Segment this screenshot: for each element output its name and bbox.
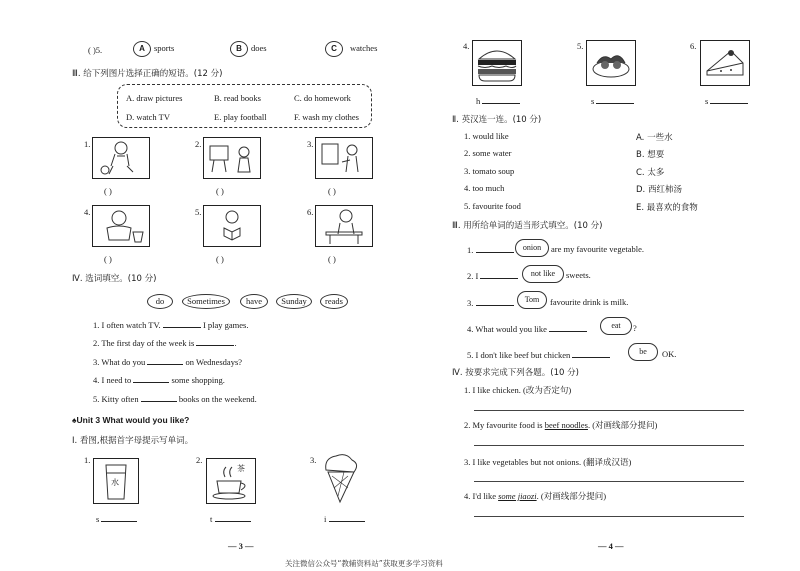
answer-paren[interactable]: ( ) <box>328 186 336 196</box>
answer-paren[interactable]: ( ) <box>216 254 224 264</box>
q5-option-c[interactable] <box>325 41 377 57</box>
wordform-sentence-end: OK. <box>662 349 677 359</box>
answer-blank[interactable] <box>476 244 514 253</box>
answer-blank[interactable] <box>133 374 169 383</box>
pic-number: 1. <box>84 139 91 149</box>
section3-title: Ⅲ. 给下列图片选择正确的短语。(12 分) <box>72 69 223 79</box>
match-left-item[interactable]: 5. favourite food <box>464 201 521 211</box>
answer-blank[interactable] <box>141 393 177 402</box>
pic-number: 6. <box>690 41 697 51</box>
tv-icon <box>204 138 260 178</box>
wordform-title: Ⅲ. 用所给单词的适当形式填空。(10 分) <box>452 221 603 231</box>
letter-hint: i <box>324 513 365 524</box>
word-option: do <box>147 294 173 309</box>
answer-blank[interactable] <box>572 349 610 358</box>
requirements-title: Ⅳ. 按要求完成下列各题。(10 分) <box>452 368 579 378</box>
answer-blank[interactable] <box>480 270 518 279</box>
answer-blank[interactable] <box>596 95 634 104</box>
answer-line[interactable] <box>474 516 744 517</box>
homework-picture <box>315 205 373 247</box>
match-right-item[interactable]: D. 西红柿汤 <box>636 185 682 195</box>
letter-hint: h <box>476 95 520 106</box>
word-option: Sunday <box>276 294 312 309</box>
answer-blank[interactable] <box>482 95 520 104</box>
option-a-circle: A <box>133 41 151 57</box>
page-number: — 4 — <box>598 541 624 551</box>
answer-blank[interactable] <box>476 297 514 306</box>
letter-hint: s <box>96 513 137 524</box>
football-picture <box>92 137 150 179</box>
fill-sentence: 1. I often watch TV. I play games. <box>93 320 249 330</box>
match-left-item[interactable]: 2. some water <box>464 148 512 158</box>
option-c-circle: C <box>325 41 343 57</box>
cake-picture <box>700 40 750 86</box>
tea-picture <box>206 458 256 504</box>
underlined-phrase: some jiaozi <box>498 491 537 501</box>
phrase-option: D. watch TV <box>126 112 170 122</box>
answer-blank[interactable] <box>147 356 183 365</box>
fill-sentence: 4. I need to some shopping. <box>93 375 225 385</box>
hint-word-cloud: not like <box>522 265 564 283</box>
answer-blank[interactable] <box>329 513 365 522</box>
option-b-text: does <box>251 43 267 53</box>
match-right-item[interactable]: E. 最喜欢的食物 <box>636 203 698 213</box>
answer-blank[interactable] <box>101 513 137 522</box>
answer-blank[interactable] <box>549 323 587 332</box>
option-c-text: watches <box>350 43 378 53</box>
letter-hint: s <box>705 95 748 106</box>
cake-slice-icon <box>701 41 749 85</box>
pic-number: 3. <box>310 455 317 465</box>
icecream-picture <box>318 452 362 506</box>
answer-paren[interactable]: ( ) <box>104 186 112 196</box>
word-option: have <box>240 294 268 309</box>
phrase-option: C. do homework <box>294 93 351 103</box>
pic-number: 2. <box>196 455 203 465</box>
drawing-picture <box>315 137 373 179</box>
hint-word-cloud: eat <box>600 317 632 335</box>
matching-title: Ⅱ. 英汉连一连。(10 分) <box>452 115 542 125</box>
wordform-sentence: 5. I don't like beef but chicken <box>467 349 610 360</box>
match-right-item[interactable]: C. 太多 <box>636 168 665 178</box>
pic-number: 2. <box>195 139 202 149</box>
reading-picture <box>203 205 261 247</box>
match-left-item[interactable]: 1. would like <box>464 131 509 141</box>
wordform-sentence-end: are my favourite vegetable. <box>551 244 644 254</box>
answer-paren[interactable]: ( ) <box>104 254 112 264</box>
wordform-sentence: 3. <box>467 297 514 308</box>
hint-word-cloud: onion <box>515 239 549 257</box>
phrase-option: E. play football <box>214 112 267 122</box>
q5-number: ( )5. <box>88 45 103 55</box>
task-question: 4. I'd like some jiaozi. (对画线部分提问) <box>464 491 607 501</box>
phrase-option: A. draw pictures <box>126 93 183 103</box>
phrase-option: F. wash my clothes <box>294 112 359 122</box>
hamburger-icon <box>473 41 521 85</box>
fill-sentence: 3. What do you on Wednesdays? <box>93 357 243 367</box>
draw-pictures-icon <box>316 138 372 178</box>
answer-blank[interactable] <box>710 95 748 104</box>
do-homework-icon <box>316 206 372 246</box>
answer-line[interactable] <box>474 410 744 411</box>
wordform-sentence: 2. I <box>467 270 518 281</box>
q5-option-b[interactable] <box>230 41 267 57</box>
word-option: reads <box>320 294 348 309</box>
soup-bowl-icon <box>587 41 635 85</box>
teacup-icon <box>207 459 255 503</box>
wordform-sentence-end: ? <box>633 323 637 333</box>
letter-hint: s <box>591 95 634 106</box>
wordform-sentence: 4. What would you like <box>467 323 587 334</box>
read-books-icon <box>204 206 260 246</box>
task-question: 3. I like vegetables but not onions. (翻译成汉语) <box>464 457 632 467</box>
boy-football-icon <box>93 138 149 178</box>
hamburger-picture <box>472 40 522 86</box>
section4-title: Ⅳ. 选词填空。(10 分) <box>72 274 157 284</box>
wordform-sentence-end: favourite drink is milk. <box>550 297 629 307</box>
task-question: 1. I like chicken. (改为否定句) <box>464 385 572 395</box>
unit-title: ♠Unit 3 What would you like? <box>72 415 190 425</box>
ice-cream-icon <box>318 452 362 504</box>
answer-line[interactable] <box>474 445 744 446</box>
footer-note: 关注微信公众号“教辅资料站”获取更多学习资料 <box>285 559 443 568</box>
answer-blank[interactable] <box>163 319 201 328</box>
option-a-text: sports <box>154 43 175 53</box>
pic-number: 3. <box>307 139 314 149</box>
option-b-circle: B <box>230 41 248 57</box>
hint-word-cloud: Tom <box>517 291 547 309</box>
spade-icon: ♠ <box>72 415 77 425</box>
pic-number: 1. <box>84 455 91 465</box>
hint-word-cloud: be <box>628 343 658 361</box>
letter-hint: t <box>210 513 251 524</box>
cup-label: 水 <box>111 478 119 487</box>
fill-sentence: 5. Kitty often books on the weekend. <box>93 394 257 404</box>
wordform-sentence: 1. <box>467 244 514 255</box>
task-question: 2. My favourite food is beef noodles. (对画线部分提问) <box>464 420 658 430</box>
match-right-item[interactable]: A. 一些水 <box>636 133 673 143</box>
underlined-phrase: beef noodles <box>544 420 588 430</box>
answer-paren[interactable]: ( ) <box>328 254 336 264</box>
pic-number: 5. <box>577 41 584 51</box>
match-left-item[interactable]: 4. too much <box>464 183 505 193</box>
tea-label: 茶 <box>237 464 245 473</box>
phrase-option: B. read books <box>214 93 261 103</box>
answer-paren[interactable]: ( ) <box>216 186 224 196</box>
wash-clothes-icon <box>93 206 149 246</box>
pic-number: 5. <box>195 207 202 217</box>
answer-blank[interactable] <box>215 513 251 522</box>
answer-line[interactable] <box>474 481 744 482</box>
pic-number: 4. <box>463 41 470 51</box>
washing-picture <box>92 205 150 247</box>
pic-number: 4. <box>84 207 91 217</box>
match-right-item[interactable]: B. 想要 <box>636 150 665 160</box>
tv-picture <box>203 137 261 179</box>
match-left-item[interactable]: 3. tomato soup <box>464 166 515 176</box>
soup-picture <box>586 40 636 86</box>
wordform-sentence-end: sweets. <box>566 270 591 280</box>
q5-option-a[interactable] <box>133 41 174 57</box>
page-number: — 3 — <box>228 541 254 551</box>
answer-blank[interactable] <box>196 337 234 346</box>
pic-number: 6. <box>307 207 314 217</box>
word-option: Sometimes <box>182 294 230 309</box>
water-picture <box>93 458 139 504</box>
unit-section1-title: Ⅰ. 看图,根据首字母提示写单词。 <box>72 436 194 446</box>
fill-sentence: 2. The first day of the week is . <box>93 338 237 348</box>
